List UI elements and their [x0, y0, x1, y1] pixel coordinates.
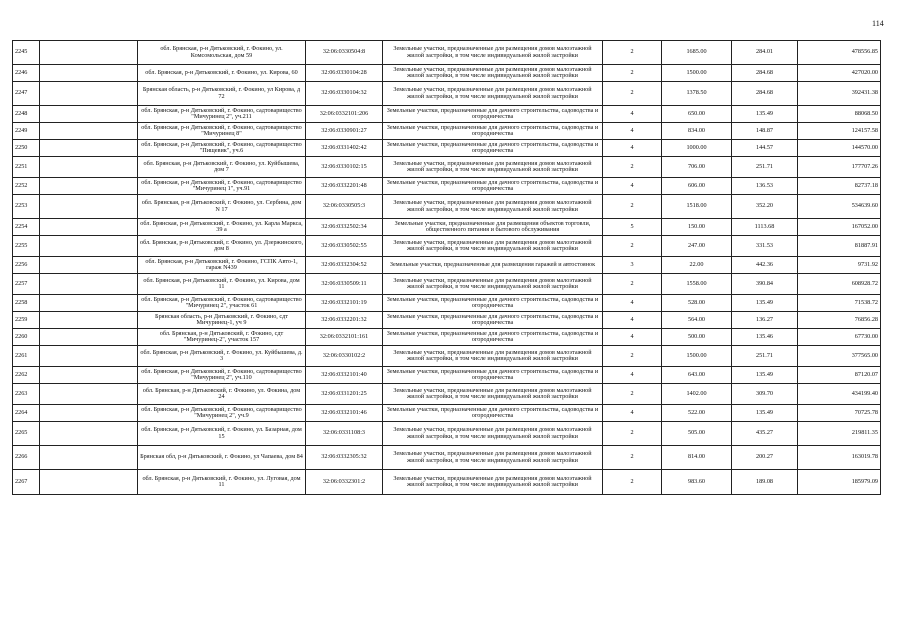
- address-cell: обл. Брянская, р-н Дятьковский, г. Фокино, ул. Кирова, дом 11: [138, 274, 306, 295]
- row-number-cell: 2246: [13, 65, 40, 82]
- cadastral-number-cell: 32:06:0330102:2: [306, 346, 383, 367]
- area-cell: 1518.00: [662, 195, 732, 219]
- specific-value-cell: 148.87: [732, 123, 798, 140]
- table-row: [13, 236, 881, 257]
- group-code-cell: 4: [603, 140, 662, 157]
- cadastral-number-cell: 32:06:0331108:3: [306, 422, 383, 446]
- land-use-cell: Земельные участки, предназначенные для размещения домов малоэтажной жилой застройки, в том числе индивидуальной жилой застройки: [383, 446, 603, 470]
- group-code-cell: 4: [603, 312, 662, 329]
- address-cell: обл. Брянская, р-н Дятьковский, г. Фокино, ул. Карла Маркса, 39 а: [138, 219, 306, 236]
- cadastral-value-cell: 534639.60: [798, 195, 881, 219]
- cadastral-number-cell: 32:06:0330104:32: [306, 82, 383, 106]
- address-cell: обл. Брянская, р-н Дятьковский, г. Фокино, садтоварищество "Мичуринец 2", уч.110: [138, 367, 306, 384]
- blank-cell: [40, 195, 138, 219]
- cadastral-value-cell: 71538.72: [798, 295, 881, 312]
- cadastral-number-cell: 32:06:0332101:40: [306, 367, 383, 384]
- group-code-cell: 4: [603, 405, 662, 422]
- row-number-cell: 2251: [13, 157, 40, 178]
- blank-cell: [40, 106, 138, 123]
- row-number-cell: 2257: [13, 274, 40, 295]
- table-row: [13, 446, 881, 470]
- blank-cell: [40, 140, 138, 157]
- land-use-cell: Земельные участки, предназначенные для размещения домов малоэтажной жилой застройки, в том числе индивидуальной жилой застройки: [383, 195, 603, 219]
- area-cell: 606.00: [662, 178, 732, 195]
- area-cell: 983.60: [662, 470, 732, 495]
- cadastral-number-cell: 32:06:0332101:206: [306, 106, 383, 123]
- land-use-cell: Земельные участки, предназначенные для дачного строительства, садоводства и огородничества: [383, 140, 603, 157]
- address-cell: обл. Брянская, р-н Дятьковский, г. Фокино, садтоварищество "Пищевик", уч.6: [138, 140, 306, 157]
- cadastral-value-cell: 392431.38: [798, 82, 881, 106]
- specific-value-cell: 390.84: [732, 274, 798, 295]
- cadastral-value-cell: 427020.00: [798, 65, 881, 82]
- cadastral-value-cell: 185979.09: [798, 470, 881, 495]
- specific-value-cell: 284.68: [732, 82, 798, 106]
- area-cell: 22.00: [662, 257, 732, 274]
- blank-cell: [40, 236, 138, 257]
- cadastral-number-cell: 32:06:0332101:161: [306, 329, 383, 346]
- row-number-cell: 2255: [13, 236, 40, 257]
- area-cell: 522.00: [662, 405, 732, 422]
- specific-value-cell: 144.57: [732, 140, 798, 157]
- area-cell: 247.00: [662, 236, 732, 257]
- address-cell: обл. Брянская, р-н Дятьковский, г. Фокино, садтоварищество "Мичуринец 1", уч.91: [138, 178, 306, 195]
- cadastral-value-cell: 124157.58: [798, 123, 881, 140]
- row-number-cell: 2264: [13, 405, 40, 422]
- group-code-cell: 2: [603, 384, 662, 405]
- specific-value-cell: 331.53: [732, 236, 798, 257]
- address-cell: обл. Брянская, р-н Дятьковский, г. Фокино, ул. Базарная, дом 15: [138, 422, 306, 446]
- cadastral-number-cell: 32:06:0331201:25: [306, 384, 383, 405]
- table-row: [13, 123, 881, 140]
- table-row: [13, 295, 881, 312]
- area-cell: 528.00: [662, 295, 732, 312]
- address-cell: Брянская область, р-н Дятьковский, г. Фокино, ул Кирова, д 72: [138, 82, 306, 106]
- row-number-cell: 2245: [13, 41, 40, 65]
- group-code-cell: 2: [603, 82, 662, 106]
- table-row: [13, 384, 881, 405]
- cadastral-number-cell: 32:06:0332305:32: [306, 446, 383, 470]
- row-number-cell: 2254: [13, 219, 40, 236]
- address-cell: обл. Брянская, р-н Дятьковский, г. Фокино, ул. Луговая, дом 11: [138, 470, 306, 495]
- area-cell: 643.00: [662, 367, 732, 384]
- cadastral-value-cell: 82737.18: [798, 178, 881, 195]
- cadastral-value-cell: 67730.00: [798, 329, 881, 346]
- group-code-cell: 2: [603, 470, 662, 495]
- row-number-cell: 2261: [13, 346, 40, 367]
- cadastral-value-cell: 434199.40: [798, 384, 881, 405]
- table-row: [13, 405, 881, 422]
- cadastral-value-cell: 76856.28: [798, 312, 881, 329]
- blank-cell: [40, 41, 138, 65]
- group-code-cell: 2: [603, 157, 662, 178]
- land-use-cell: Земельные участки, предназначенные для размещения домов малоэтажной жилой застройки, в том числе индивидуальной жилой застройки: [383, 384, 603, 405]
- land-use-cell: Земельные участки, предназначенные для размещения домов малоэтажной жилой застройки, в том числе индивидуальной жилой застройки: [383, 157, 603, 178]
- blank-cell: [40, 367, 138, 384]
- area-cell: 564.00: [662, 312, 732, 329]
- table-row: [13, 470, 881, 495]
- blank-cell: [40, 178, 138, 195]
- blank-cell: [40, 346, 138, 367]
- specific-value-cell: 135.49: [732, 295, 798, 312]
- table-row: [13, 367, 881, 384]
- address-cell: обл. Брянская, р-н Дятьковский, г. Фокино, ул. Сербина, дом N 17: [138, 195, 306, 219]
- cadastral-value-cell: 70725.78: [798, 405, 881, 422]
- blank-cell: [40, 219, 138, 236]
- blank-cell: [40, 329, 138, 346]
- blank-cell: [40, 157, 138, 178]
- table-row: [13, 41, 881, 65]
- address-cell: обл. Брянская, р-н Дятьковский, г. Фокино, ул. Дзержинского, дом 8: [138, 236, 306, 257]
- group-code-cell: 4: [603, 295, 662, 312]
- address-cell: Брянская область, р-н Дятьковский, г. Фокино, сдт Мичуринец-1, уч 9: [138, 312, 306, 329]
- table-row: [13, 65, 881, 82]
- table-row: [13, 422, 881, 446]
- group-code-cell: 3: [603, 257, 662, 274]
- specific-value-cell: 442.36: [732, 257, 798, 274]
- table-row: [13, 106, 881, 123]
- row-number-cell: 2256: [13, 257, 40, 274]
- land-use-cell: Земельные участки, предназначенные для размещения домов малоэтажной жилой застройки, в том числе индивидуальной жилой застройки: [383, 41, 603, 65]
- cadastral-value-cell: 219811.35: [798, 422, 881, 446]
- row-number-cell: 2262: [13, 367, 40, 384]
- land-use-cell: Земельные участки, предназначенные для размещения домов малоэтажной жилой застройки, в том числе индивидуальной жилой застройки: [383, 82, 603, 106]
- cadastral-number-cell: 32:06:0330504:8: [306, 41, 383, 65]
- address-cell: обл. Брянская, р-н Дятьковский, г. Фокино, ул. Комсомольская, дом 59: [138, 41, 306, 65]
- row-number-cell: 2258: [13, 295, 40, 312]
- land-use-cell: Земельные участки, предназначенные для размещения объектов торговли, общественного питания и бытового обслуживания: [383, 219, 603, 236]
- group-code-cell: 2: [603, 195, 662, 219]
- table-row: [13, 157, 881, 178]
- area-cell: 1558.00: [662, 274, 732, 295]
- table-row: [13, 140, 881, 157]
- specific-value-cell: 352.20: [732, 195, 798, 219]
- address-cell: обл. Брянская, р-н Дятьковский, г. Фокино, ул. Фокина, дом 24: [138, 384, 306, 405]
- specific-value-cell: 251.71: [732, 346, 798, 367]
- cadastral-number-cell: 32:06:0332201:48: [306, 178, 383, 195]
- blank-cell: [40, 257, 138, 274]
- cadastral-number-cell: 32:06:0332101:19: [306, 295, 383, 312]
- area-cell: 1500.00: [662, 346, 732, 367]
- specific-value-cell: 309.70: [732, 384, 798, 405]
- group-code-cell: 4: [603, 106, 662, 123]
- specific-value-cell: 135.49: [732, 405, 798, 422]
- group-code-cell: 2: [603, 236, 662, 257]
- address-cell: обл. Брянская, р-н Дятьковский, г. Фокино, садтоварищество "Мичуринец 8": [138, 123, 306, 140]
- cadastral-value-cell: 81887.91: [798, 236, 881, 257]
- area-cell: 500.00: [662, 329, 732, 346]
- specific-value-cell: 135.49: [732, 367, 798, 384]
- specific-value-cell: 251.71: [732, 157, 798, 178]
- land-use-cell: Земельные участки, предназначенные для размещения домов малоэтажной жилой застройки, в том числе индивидуальной жилой застройки: [383, 65, 603, 82]
- specific-value-cell: 1113.68: [732, 219, 798, 236]
- specific-value-cell: 284.01: [732, 41, 798, 65]
- land-use-cell: Земельные участки, предназначенные для дачного строительства, садоводства и огородничества: [383, 178, 603, 195]
- land-use-cell: Земельные участки, предназначенные для дачного строительства, садоводства и огородничества: [383, 329, 603, 346]
- specific-value-cell: 284.68: [732, 65, 798, 82]
- blank-cell: [40, 384, 138, 405]
- specific-value-cell: 136.27: [732, 312, 798, 329]
- cadastral-number-cell: 32:06:0332502:34: [306, 219, 383, 236]
- land-use-cell: Земельные участки, предназначенные для размещения домов малоэтажной жилой застройки, в том числе индивидуальной жилой застройки: [383, 236, 603, 257]
- blank-cell: [40, 470, 138, 495]
- area-cell: 505.00: [662, 422, 732, 446]
- cadastral-value-cell: 167052.00: [798, 219, 881, 236]
- area-cell: 1378.50: [662, 82, 732, 106]
- cadastral-number-cell: 32:06:0332304:52: [306, 257, 383, 274]
- land-use-cell: Земельные участки, предназначенные для размещения домов малоэтажной жилой застройки, в том числе индивидуальной жилой застройки: [383, 470, 603, 495]
- blank-cell: [40, 295, 138, 312]
- address-cell: обл. Брянская, р-н Дятьковский, г. Фокино, ГСПК Авто-1, гараж N439: [138, 257, 306, 274]
- land-use-cell: Земельные участки, предназначенные для размещения гаражей и автостоянок: [383, 257, 603, 274]
- blank-cell: [40, 82, 138, 106]
- address-cell: обл. Брянская, р-н Дятьковский, г. Фокино, ул. Куйбышева, дом 7: [138, 157, 306, 178]
- land-use-cell: Земельные участки, предназначенные для дачного строительства, садоводства и огородничества: [383, 295, 603, 312]
- table-row: [13, 82, 881, 106]
- cadastral-value-cell: 163019.78: [798, 446, 881, 470]
- row-number-cell: 2259: [13, 312, 40, 329]
- address-cell: обл. Брянская, р-н Дятьковский, г. Фокино, садтоварищество "Мичуринец 2", уч.9: [138, 405, 306, 422]
- group-code-cell: 4: [603, 329, 662, 346]
- address-cell: обл. Брянская, р-н Дятьковский, г. Фокино, садтоварищество "Мичуринец 2", участок 61: [138, 295, 306, 312]
- group-code-cell: 2: [603, 41, 662, 65]
- cadastral-value-cell: 608928.72: [798, 274, 881, 295]
- row-number-cell: 2260: [13, 329, 40, 346]
- cadastral-number-cell: 32:06:0330104:28: [306, 65, 383, 82]
- row-number-cell: 2253: [13, 195, 40, 219]
- address-cell: обл. Брянская, р-н Дятьковский, г. Фокино, ул. Кирова, 60: [138, 65, 306, 82]
- group-code-cell: 2: [603, 346, 662, 367]
- area-cell: 1402.00: [662, 384, 732, 405]
- row-number-cell: 2263: [13, 384, 40, 405]
- area-cell: 1685.00: [662, 41, 732, 65]
- table-row: [13, 329, 881, 346]
- group-code-cell: 2: [603, 446, 662, 470]
- cadastral-value-cell: 177707.26: [798, 157, 881, 178]
- table-row: [13, 274, 881, 295]
- cadastral-value-cell: 478556.85: [798, 41, 881, 65]
- land-use-cell: Земельные участки, предназначенные для размещения домов малоэтажной жилой застройки, в том числе индивидуальной жилой застройки: [383, 346, 603, 367]
- row-number-cell: 2250: [13, 140, 40, 157]
- row-number-cell: 2265: [13, 422, 40, 446]
- cadastral-number-cell: 32:06:0330505:3: [306, 195, 383, 219]
- group-code-cell: 2: [603, 422, 662, 446]
- row-number-cell: 2249: [13, 123, 40, 140]
- group-code-cell: 2: [603, 274, 662, 295]
- area-cell: 1000.00: [662, 140, 732, 157]
- table-row: [13, 195, 881, 219]
- group-code-cell: 2: [603, 65, 662, 82]
- specific-value-cell: 189.08: [732, 470, 798, 495]
- cadastral-number-cell: 32:06:0330502:55: [306, 236, 383, 257]
- land-use-cell: Земельные участки, предназначенные для дачного строительства, садоводства и огородничества: [383, 367, 603, 384]
- group-code-cell: 5: [603, 219, 662, 236]
- land-use-cell: Земельные участки, предназначенные для дачного строительства, садоводства и огородничества: [383, 123, 603, 140]
- group-code-cell: 4: [603, 367, 662, 384]
- address-cell: обл. Брянская, р-н Дятьковский, г. Фокино, ул. Куйбышева, д. 3: [138, 346, 306, 367]
- cadastral-number-cell: 32:06:0330509:11: [306, 274, 383, 295]
- blank-cell: [40, 422, 138, 446]
- area-cell: 814.00: [662, 446, 732, 470]
- table-row: [13, 312, 881, 329]
- table-row: [13, 219, 881, 236]
- blank-cell: [40, 405, 138, 422]
- cadastral-number-cell: 32:06:0332301:2: [306, 470, 383, 495]
- blank-cell: [40, 65, 138, 82]
- cadastral-number-cell: 32:06:0332101:46: [306, 405, 383, 422]
- group-code-cell: 4: [603, 123, 662, 140]
- address-cell: обл. Брянская, р-н Дятьковский, г. Фокино, садтоварищество "Мичуринец 2", уч.211: [138, 106, 306, 123]
- cadastral-value-cell: 377565.00: [798, 346, 881, 367]
- specific-value-cell: 136.53: [732, 178, 798, 195]
- land-registry-table: [12, 40, 881, 495]
- table-row: [13, 346, 881, 367]
- blank-cell: [40, 123, 138, 140]
- cadastral-number-cell: 32:06:0330901:27: [306, 123, 383, 140]
- cadastral-value-cell: 87120.07: [798, 367, 881, 384]
- area-cell: 834.00: [662, 123, 732, 140]
- land-use-cell: Земельные участки, предназначенные для дачного строительства, садоводства и огородничества: [383, 106, 603, 123]
- group-code-cell: 4: [603, 178, 662, 195]
- specific-value-cell: 135.49: [732, 106, 798, 123]
- blank-cell: [40, 274, 138, 295]
- land-use-cell: Земельные участки, предназначенные для дачного строительства, садоводства и огородничества: [383, 312, 603, 329]
- page-number: 114: [872, 19, 884, 28]
- row-number-cell: 2252: [13, 178, 40, 195]
- specific-value-cell: 435.27: [732, 422, 798, 446]
- row-number-cell: 2248: [13, 106, 40, 123]
- table-row: [13, 178, 881, 195]
- blank-cell: [40, 446, 138, 470]
- row-number-cell: 2267: [13, 470, 40, 495]
- cadastral-number-cell: 32:06:0331402:42: [306, 140, 383, 157]
- cadastral-value-cell: 144570.00: [798, 140, 881, 157]
- specific-value-cell: 135.46: [732, 329, 798, 346]
- address-cell: обл. Брянская, р-н Дятьковский, г. Фокино, сдт "Мичуринец-2", участок 157: [138, 329, 306, 346]
- row-number-cell: 2247: [13, 82, 40, 106]
- area-cell: 1500.00: [662, 65, 732, 82]
- land-use-cell: Земельные участки, предназначенные для размещения домов малоэтажной жилой застройки, в том числе индивидуальной жилой застройки: [383, 274, 603, 295]
- row-number-cell: 2266: [13, 446, 40, 470]
- area-cell: 650.00: [662, 106, 732, 123]
- specific-value-cell: 200.27: [732, 446, 798, 470]
- cadastral-value-cell: 9731.92: [798, 257, 881, 274]
- area-cell: 150.00: [662, 219, 732, 236]
- area-cell: 706.00: [662, 157, 732, 178]
- address-cell: Брянская обл, р-н Дятьковский, г. Фокино, ул Чапаева, дом 84: [138, 446, 306, 470]
- cadastral-number-cell: 32:06:0330102:15: [306, 157, 383, 178]
- land-use-cell: Земельные участки, предназначенные для размещения домов малоэтажной жилой застройки, в том числе индивидуальной жилой застройки: [383, 422, 603, 446]
- cadastral-number-cell: 32:06:0332201:32: [306, 312, 383, 329]
- table-row: [13, 257, 881, 274]
- blank-cell: [40, 312, 138, 329]
- cadastral-value-cell: 88068.50: [798, 106, 881, 123]
- land-use-cell: Земельные участки, предназначенные для дачного строительства, садоводства и огородничества: [383, 405, 603, 422]
